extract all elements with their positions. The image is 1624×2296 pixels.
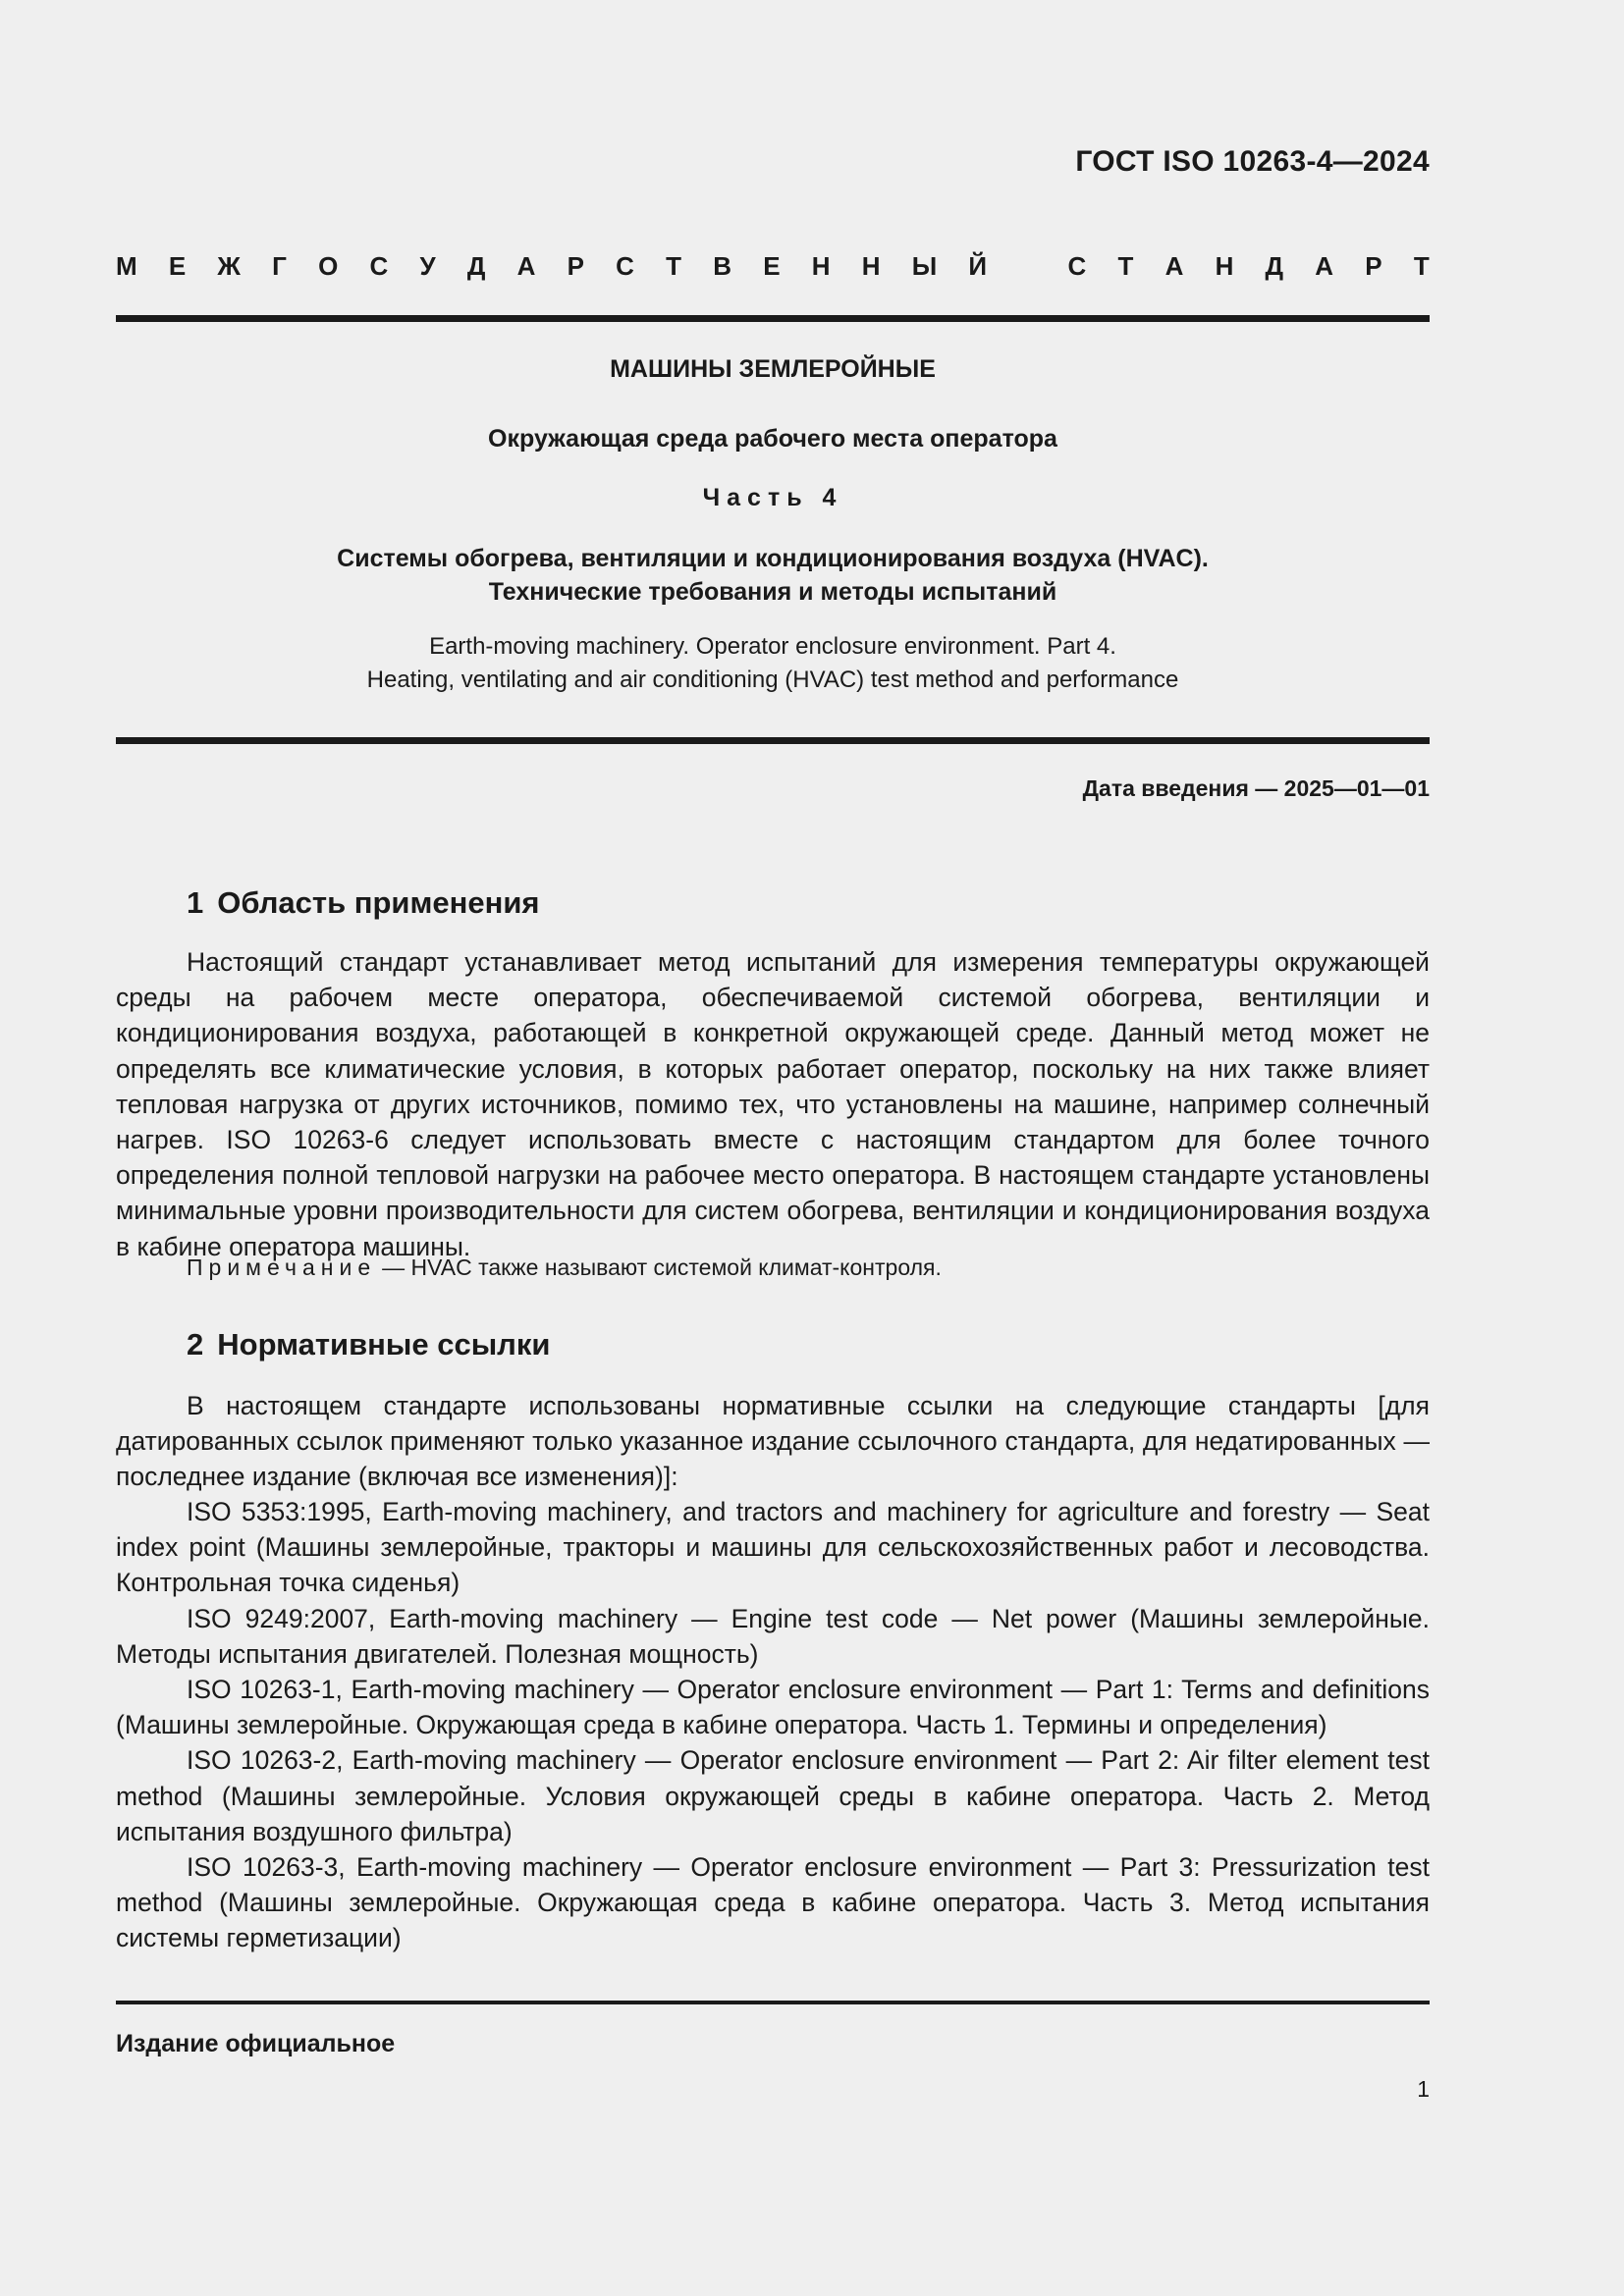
banner-letter: Ы	[911, 251, 938, 281]
references-list	[116, 1494, 1430, 1956]
reference-item: ISO 10263-1, Earth-moving machinery — Operator enclosure environment — Part 1: Terms and definitions (Машины землеройные. Окружающая среда в кабине оператора. Часть 1. Термины и определения)	[116, 1675, 1430, 1740]
banner-letter: Т	[666, 251, 682, 281]
section-2-heading	[187, 1327, 550, 1362]
section-number: 1	[187, 885, 204, 920]
document-part: Часть 4	[702, 484, 843, 511]
banner-letter: А	[1164, 251, 1184, 281]
part-title-line-2: Технические требования и методы испытаний	[488, 578, 1057, 606]
scope-note	[187, 1255, 942, 1281]
document-title: МАШИНЫ ЗЕМЛЕРОЙНЫЕ	[610, 355, 936, 383]
document-page	[116, 0, 1430, 2296]
reference-item: ISO 10263-2, Earth-moving machinery — Operator enclosure environment — Part 2: Air filter element test method (Машины землеройные. Условия окружающей среды в кабине оператора. Часть 2. Метод испытания воздушного фильтра)	[116, 1745, 1430, 1846]
banner-letter: В	[713, 251, 732, 281]
section-1-heading	[187, 885, 540, 921]
banner-letter: А	[516, 251, 536, 281]
banner-letter: А	[1315, 251, 1334, 281]
page-number: 1	[1417, 2076, 1430, 2102]
banner-letter: С	[1067, 251, 1087, 281]
banner-letter: Н	[811, 251, 831, 281]
banner-letter: Д	[1265, 251, 1284, 281]
section-number: 2	[187, 1327, 204, 1362]
footer-divider	[116, 2001, 1430, 2004]
banner-letter: Н	[861, 251, 881, 281]
interstate-standard-banner	[116, 251, 1430, 282]
top-divider	[116, 315, 1430, 322]
banner-letter: Д	[466, 251, 486, 281]
banner-letter: Ж	[217, 251, 241, 281]
reference-item: ISO 9249:2007, Earth-moving machinery — Engine test code — Net power (Машины землеройные. Методы испытания двигателей. Полезная мощность)	[116, 1603, 1430, 1669]
banner-letter: М	[116, 251, 137, 281]
banner-letter: С	[369, 251, 389, 281]
part-title-line-1: Системы обогрева, вентиляции и кондиционирования воздуха (HVAC).	[337, 545, 1209, 572]
note-text: — HVAC также называют системой климат-контроля.	[382, 1255, 942, 1280]
reference-item: ISO 10263-3, Earth-moving machinery — Operator enclosure environment — Part 3: Pressurization test method (Машины землеройные. Окружающая среда в кабине оператора. Часть 3. Метод испытания системы герметизации)	[116, 1852, 1430, 1953]
banner-letter: У	[419, 251, 436, 281]
banner-letter: Й	[968, 251, 988, 281]
standard-designation: ГОСТ ISO 10263-4—2024	[1075, 145, 1430, 178]
banner-letter: Т	[1413, 251, 1430, 281]
banner-letter: Т	[1117, 251, 1134, 281]
banner-letter: Е	[168, 251, 187, 281]
section-title: Нормативные ссылки	[217, 1327, 551, 1362]
title-block	[116, 349, 1430, 697]
document-subtitle: Окружающая среда рабочего места оператора	[488, 425, 1057, 453]
note-label: Примечание	[187, 1255, 377, 1280]
references-intro: В настоящем стандарте использованы нормативные ссылки на следующие стандарты [для датированных ссылок применяют только указанное издание ссылочного стандарта, для недатированных — последнее издание (включая все изменения)]:	[116, 1391, 1430, 1492]
english-title	[116, 630, 1430, 697]
english-title-line-1: Earth-moving machinery. Operator enclosure environment. Part 4.	[429, 633, 1116, 660]
banner-letter: Е	[763, 251, 781, 281]
reference-item: ISO 5353:1995, Earth-moving machinery, and tractors and machinery for agriculture and forestry — Seat index point (Машины землеройные, тракторы и машины для сельскохозяйственных работ и лесоводства. Контрольная точка сиденья)	[116, 1497, 1430, 1598]
banner-letter: Г	[272, 251, 287, 281]
scope-paragraph: Настоящий стандарт устанавливает метод испытаний для измерения температуры окружающей среды на рабочем месте оператора, обеспечиваемой системой обогрева, вентиляции и кондиционирования воздуха, работающей в конкретной окружающей среде. Данный метод может не определять все климатические условия, в которых работает оператор, поскольку на них также влияет тепловая нагрузка от других источников, помимо тех, что установлены на машине, например солнечный нагрев. ISO 10263-6 следует использовать вместе с настоящим стандартом для более точного определения полной тепловой нагрузки на рабочее место оператора. В настоящем стандарте установлены минимальные уровни производительности для систем обогрева, вентиляции и кондиционирования воздуха в кабине оператора машины.	[116, 947, 1430, 1261]
title-divider	[116, 737, 1430, 744]
document-part-title	[116, 542, 1430, 609]
banner-letter: Р	[1365, 251, 1382, 281]
introduction-date: Дата введения — 2025—01—01	[1082, 775, 1430, 801]
english-title-line-2: Heating, ventilating and air conditioning (HVAC) test method and performance	[366, 667, 1179, 693]
banner-letter: Н	[1215, 251, 1234, 281]
banner-word-gap	[1018, 251, 1036, 282]
banner-letter: О	[318, 251, 339, 281]
banner-letter: С	[616, 251, 634, 281]
banner-letter: Р	[567, 251, 584, 281]
section-title: Область применения	[217, 885, 540, 920]
official-edition-label: Издание официальное	[116, 2030, 396, 2057]
